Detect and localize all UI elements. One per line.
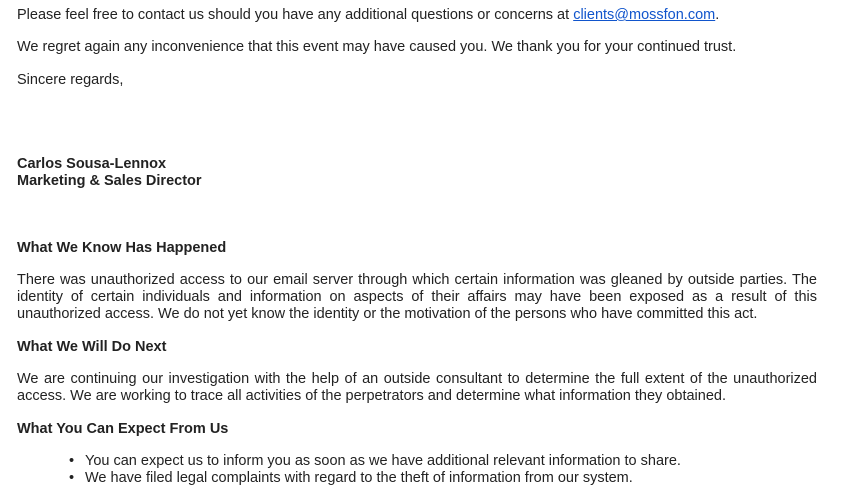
list-item-text: You can expect us to inform you as soon as we have additional relevant information to share. bbox=[85, 453, 681, 469]
email-link[interactable]: clients@mossfon.com bbox=[573, 7, 716, 23]
section-body-next: We are continuing our investigation with the help of an outside consultant to determine the full extent of the unauthorized access. We are working to trace all activities of the perpetrators and determine what information they obtained. bbox=[17, 371, 817, 404]
bullet-icon: • bbox=[69, 470, 75, 486]
signature-name: Carlos Sousa-Lennox bbox=[17, 156, 167, 172]
closing-text: Sincere regards, bbox=[17, 72, 124, 88]
list-item bbox=[69, 453, 829, 470]
bullet-icon: • bbox=[69, 453, 75, 469]
contact-text: Please feel free to contact us should you have any additional questions or concerns at bbox=[17, 7, 574, 23]
section-heading-expect: What You Can Expect From Us bbox=[17, 421, 229, 437]
list-item bbox=[69, 470, 829, 487]
section-heading-known: What We Know Has Happened bbox=[17, 240, 227, 256]
section-heading-next: What We Will Do Next bbox=[17, 339, 167, 355]
signature-block bbox=[17, 156, 202, 190]
contact-paragraph bbox=[17, 7, 719, 24]
contact-suffix: . bbox=[715, 7, 720, 23]
list-item-text: We have filed legal complaints with regard to the theft of information from our system. bbox=[85, 470, 633, 486]
section-body-known: There was unauthorized access to our email server through which certain information was gleaned by outside parties. The identity of certain individuals and information on aspects of their affairs may have been exposed as a result of this unauthorized access. We do not yet know the identity or the motivation of the persons who have committed this act. bbox=[17, 272, 817, 322]
signature-title: Marketing & Sales Director bbox=[17, 173, 202, 189]
regret-paragraph: We regret again any inconvenience that this event may have caused you. We thank you for your continued trust. bbox=[17, 39, 737, 55]
expect-list bbox=[17, 453, 829, 487]
